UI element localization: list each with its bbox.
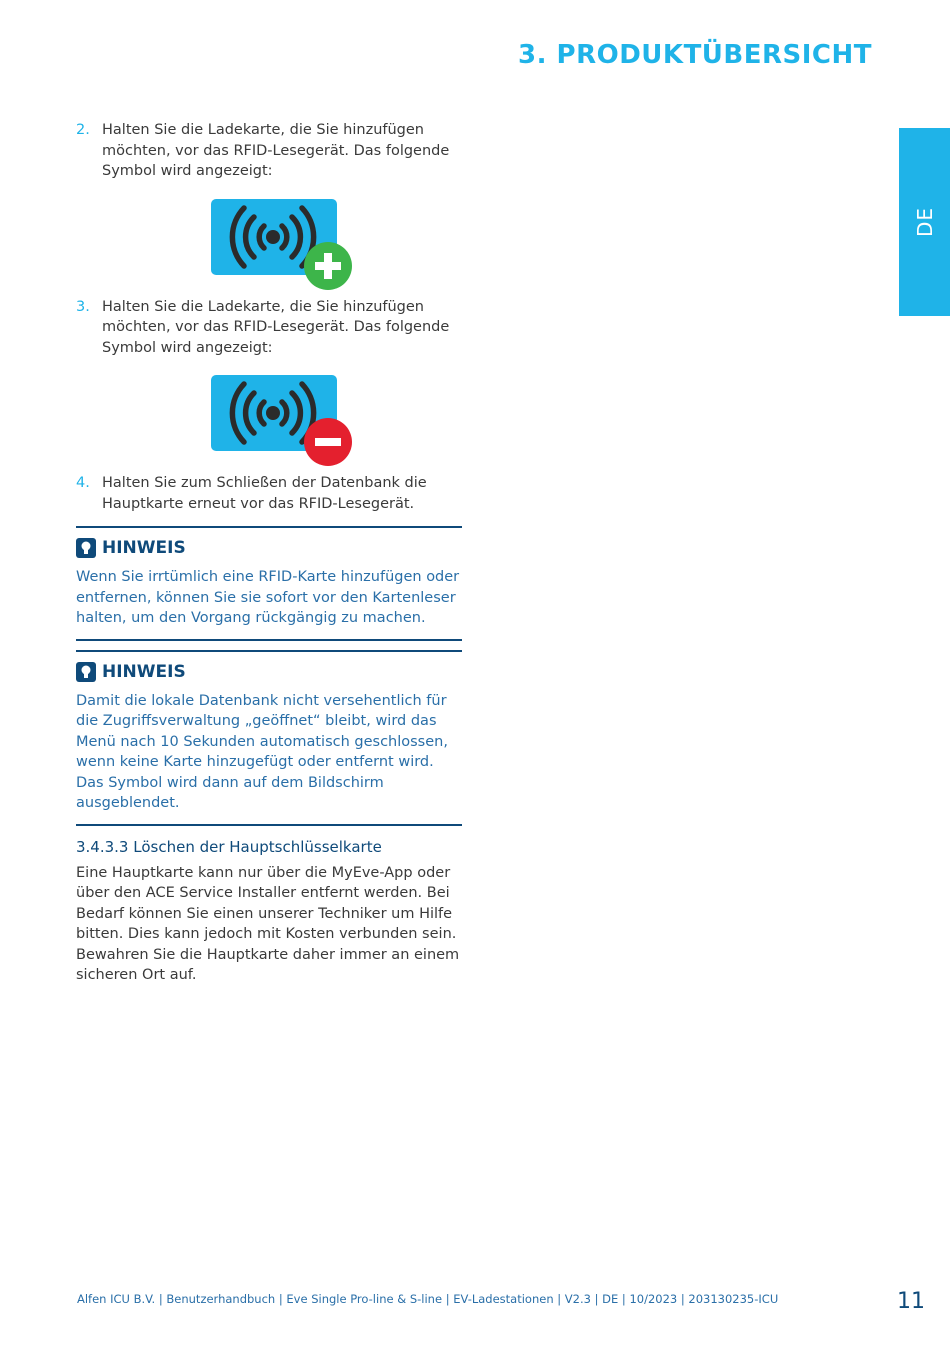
divider xyxy=(76,824,462,826)
divider xyxy=(76,639,462,641)
section-heading: 3.4.3.3 Löschen der Hauptschlüsselkarte xyxy=(76,837,382,856)
note-text: Damit die lokale Datenbank nicht versehentlich für die Zugriffsverwaltung „geöffnet“ bleibt, wird das Menü nach 10 Sekunden automatisch geschlossen, wenn keine Karte hinzugefügt oder entfernt wird. Das Symbol wird dann auf dem Bildschirm ausgeblendet. xyxy=(76,692,448,811)
note-text: Wenn Sie irrtümlich eine RFID-Karte hinzufügen oder entfernen, können Sie sie sofort vor den Kartenleser halten, um den Vorgang rückgängig zu machen. xyxy=(76,569,460,626)
step-text: Halten Sie die Ladekarte, die Sie hinzufügen möchten, vor das RFID-Lesegerät. Das folgende Symbol wird angezeigt: xyxy=(102,122,450,179)
footer-text: Alfen ICU B.V. | Benutzerhandbuch | Eve Single Pro-line & S-line | EV-Ladestationen | V2.3 | DE | 10/2023 | 203130235-ICU xyxy=(77,1292,779,1306)
step-2 xyxy=(76,120,462,182)
chapter-title: 3. PRODUKTÜBERSICHT xyxy=(518,40,872,70)
page-number: 11 xyxy=(897,1289,925,1314)
step-number: 2. xyxy=(76,122,90,138)
note-title: HINWEIS xyxy=(102,661,186,682)
rfid-remove-icon xyxy=(211,375,361,470)
note-title: HINWEIS xyxy=(102,538,186,558)
note-box xyxy=(76,538,462,629)
step-3 xyxy=(76,297,462,359)
note-box xyxy=(76,662,462,814)
language-tab-label: DE xyxy=(912,206,937,238)
step-text: Halten Sie zum Schließen der Datenbank die Hauptkarte erneut vor das RFID-Lesegerät. xyxy=(102,475,427,512)
plus-icon xyxy=(303,241,353,291)
step-number: 3. xyxy=(76,298,90,315)
language-tab xyxy=(899,128,950,316)
lightbulb-icon xyxy=(76,538,96,558)
step-4 xyxy=(76,473,462,514)
step-number: 4. xyxy=(76,475,90,491)
lightbulb-icon xyxy=(76,662,96,682)
divider xyxy=(76,526,462,528)
step-text: Halten Sie die Ladekarte, die Sie hinzufügen möchten, vor das RFID-Lesegerät. Das folgende Symbol wird angezeigt: xyxy=(102,298,450,356)
minus-icon xyxy=(303,417,353,467)
main-content xyxy=(76,120,462,986)
rfid-add-icon xyxy=(211,199,361,294)
section-body: Eine Hauptkarte kann nur über die MyEve-App oder über den ACE Service Installer entfernt werden. Bei Bedarf können Sie einen unserer Techniker um Hilfe bitten. Dies kann jedoch mit Kosten verbunden sein. Bewahren Sie die Hauptkarte daher immer an einem sicheren Ort auf. xyxy=(76,864,460,983)
divider xyxy=(76,650,462,652)
